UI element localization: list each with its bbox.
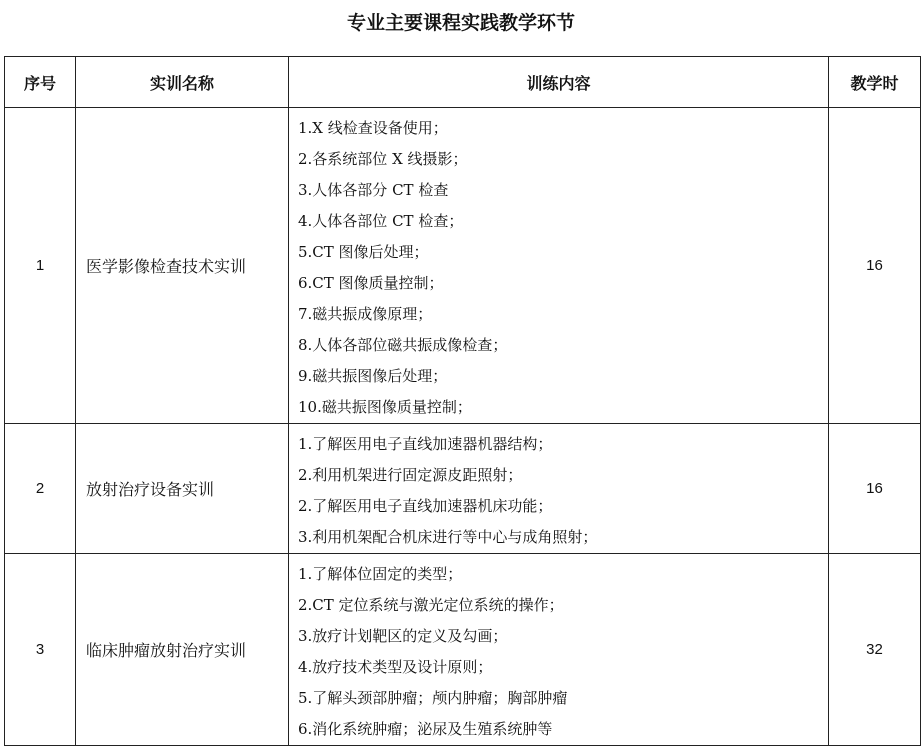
table-row (5, 424, 921, 554)
training-content (289, 424, 829, 554)
header-content: 训练内容 (289, 57, 829, 108)
teaching-hours: 32 (829, 554, 921, 746)
content-item: 4.人体各部位 CT 检查； (298, 212, 464, 230)
content-item: 1.了解体位固定的类型； (298, 565, 463, 583)
content-item: 9.磁共振图像后处理； (298, 367, 448, 385)
content-item: 2.了解医用电子直线加速器机床功能； (298, 497, 553, 515)
content-item: 5.CT 图像后处理； (298, 243, 429, 261)
content-item: 2.CT 定位系统与激光定位系统的操作； (298, 596, 564, 614)
training-content (289, 554, 829, 746)
content-item: 7.磁共振成像原理； (298, 305, 433, 323)
training-name: 临床肿瘤放射治疗实训 (76, 554, 289, 746)
practice-table (4, 56, 921, 746)
content-item: 2.利用机架进行固定源皮距照射； (298, 466, 523, 484)
content-item: 8.人体各部位磁共振成像检查； (298, 336, 508, 354)
content-item: 1.了解医用电子直线加速器机器结构； (298, 435, 553, 453)
content-item: 2.各系统部位 X 线摄影； (298, 150, 468, 168)
content-item: 1.X 线检查设备使用； (298, 119, 448, 137)
table-row (5, 108, 921, 424)
header-name: 实训名称 (76, 57, 289, 108)
content-item: 5.了解头颈部肿瘤；颅内肿瘤；胸部肿瘤 (298, 689, 568, 707)
header-hours: 教学时 (829, 57, 921, 108)
teaching-hours: 16 (829, 108, 921, 424)
content-item: 3.人体各部分 CT 检查 (298, 181, 449, 199)
training-content (289, 108, 829, 424)
content-item: 3.利用机架配合机床进行等中心与成角照射； (298, 528, 598, 546)
content-item: 10.磁共振图像质量控制； (298, 398, 472, 416)
table-row (5, 554, 921, 746)
content-item: 3.放疗计划靶区的定义及勾画； (298, 627, 508, 645)
training-name: 医学影像检查技术实训 (76, 108, 289, 424)
row-number: 2 (5, 424, 76, 554)
training-name: 放射治疗设备实训 (76, 424, 289, 554)
content-item: 6.消化系统肿瘤；泌尿及生殖系统肿等 (298, 720, 553, 738)
row-number: 1 (5, 108, 76, 424)
page-title: 专业主要课程实践教学环节 (346, 12, 575, 34)
header-no: 序号 (5, 57, 76, 108)
row-number: 3 (5, 554, 76, 746)
content-item: 6.CT 图像质量控制； (298, 274, 444, 292)
teaching-hours: 16 (829, 424, 921, 554)
content-item: 4.放疗技术类型及设计原则； (298, 658, 493, 676)
table-header-row (5, 57, 921, 108)
